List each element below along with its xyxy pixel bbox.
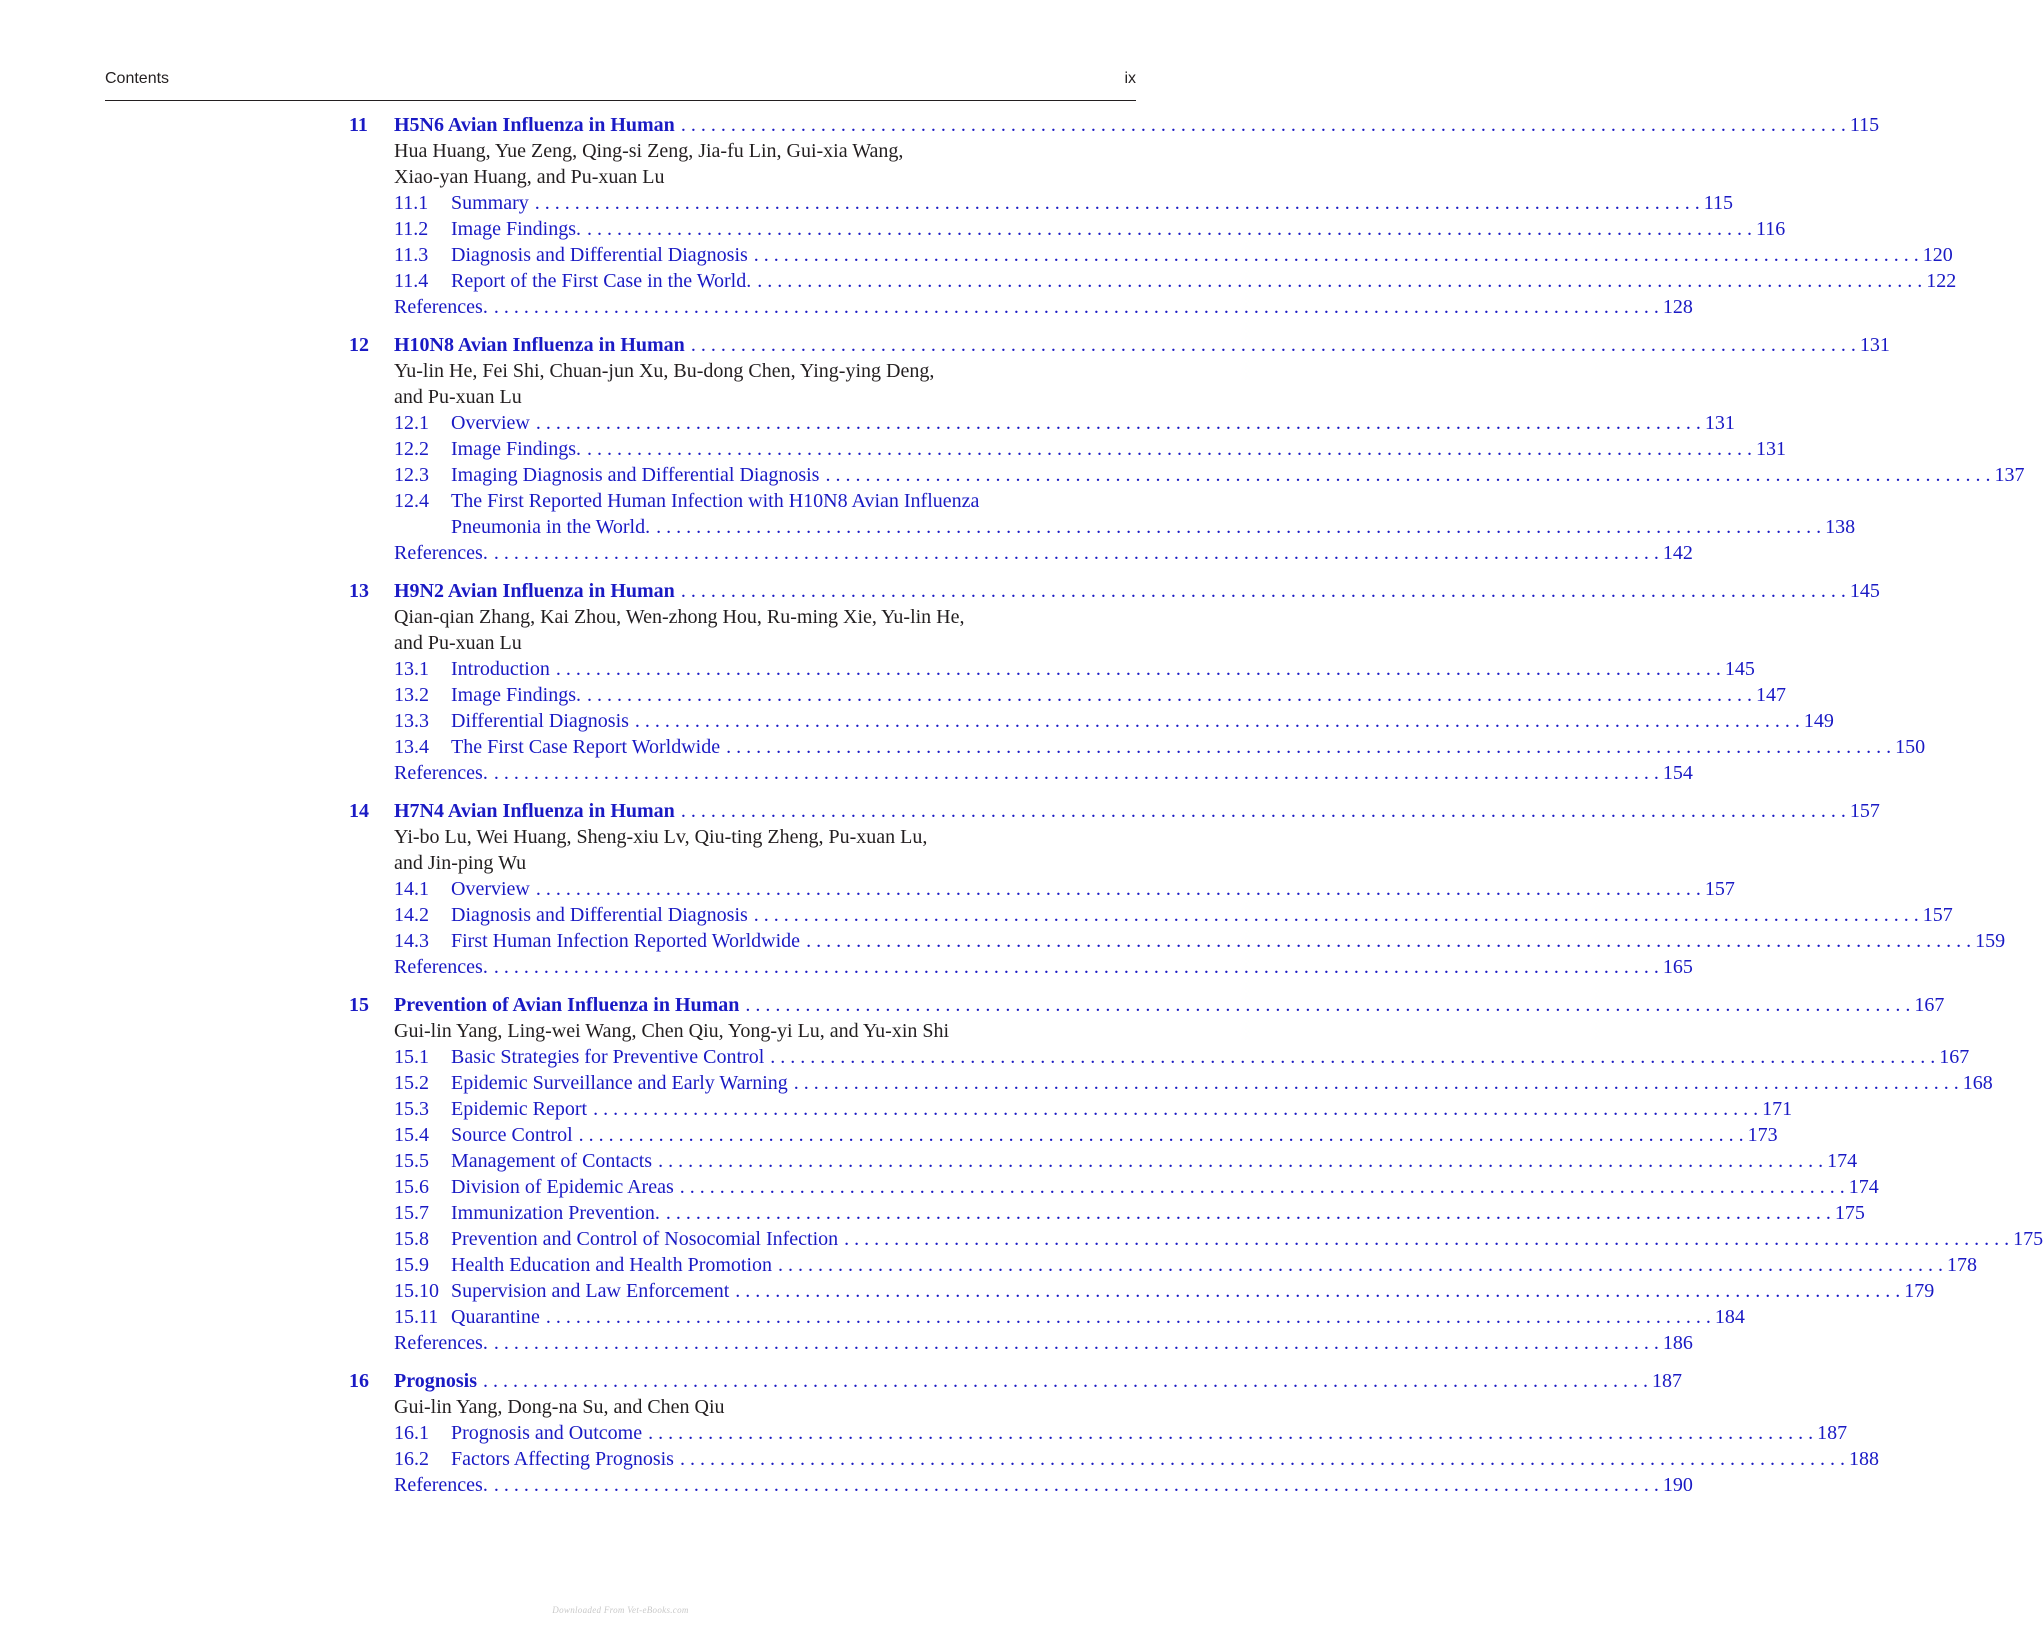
running-head-title: Contents (105, 70, 170, 87)
chapter-number: 11 (349, 114, 368, 136)
dot-leader (587, 216, 1752, 242)
section-title: Imaging Diagnosis and Differential Diagnosis (451, 464, 820, 486)
section-page-number: 173 (1747, 1124, 1778, 1146)
section-title: Pneumonia in the World. (451, 516, 651, 538)
chapter-page-number: 167 (1914, 994, 1945, 1016)
dot-leader (691, 332, 1856, 358)
section-page-number: 179 (1904, 1280, 1935, 1302)
section-page-number: 178 (1947, 1254, 1978, 1276)
dot-leader (745, 992, 1910, 1018)
references-link[interactable] (394, 954, 1693, 980)
section-number: 14.3 (394, 930, 429, 952)
section-link[interactable] (394, 410, 1735, 436)
section-title: Diagnosis and Differential Diagnosis (451, 904, 748, 926)
section-page-number: 122 (1926, 270, 1957, 292)
section-number: 13.1 (394, 658, 429, 680)
section-link[interactable] (394, 1174, 1879, 1200)
chapter-entry (349, 992, 2043, 1356)
section-page-number: 157 (1704, 878, 1735, 900)
section-title: First Human Infection Reported Worldwide (451, 930, 801, 952)
chapter-title-row (394, 578, 1880, 604)
dot-leader (494, 760, 1659, 786)
chapter-title-row (394, 1368, 1682, 1394)
section-page-number: 187 (1817, 1422, 1848, 1444)
section-title-row (451, 902, 1953, 928)
chapter-heading-link[interactable] (349, 578, 1880, 604)
dot-leader (666, 1200, 1831, 1226)
section-number: 11.3 (394, 244, 429, 266)
section-number: 15.1 (394, 1046, 429, 1068)
section-number: 13.2 (394, 684, 429, 706)
dot-leader (546, 1304, 1711, 1330)
chapter-page-number: 157 (1849, 800, 1880, 822)
section-title: Management of Contacts (451, 1150, 653, 1172)
section-title-row (451, 216, 1785, 242)
dot-leader (579, 1122, 1744, 1148)
section-link[interactable] (394, 1420, 1848, 1446)
section-title-row (451, 462, 2024, 488)
section-number: 11.4 (394, 270, 429, 292)
dot-leader (806, 928, 1971, 954)
section-page-number: 147 (1756, 684, 1786, 706)
section-link[interactable] (394, 436, 1786, 462)
section-title-row (451, 1278, 1934, 1304)
section-link[interactable] (394, 682, 1786, 708)
chapter-authors: Gui-lin Yang, Dong-na Su, and Chen Qiu (394, 1396, 725, 1418)
section-title-row (451, 1174, 1879, 1200)
references-label: References. (394, 1332, 488, 1354)
section-title: Image Findings. (451, 218, 581, 240)
chapter-title: H10N8 Avian Influenza in Human (394, 334, 685, 356)
section-title-line1: The First Reported Human Infection with H10N8 Avian Influenza (451, 490, 980, 512)
section-link[interactable] (394, 1122, 1778, 1148)
references-page-number: 154 (1662, 762, 1693, 784)
section-title: Image Findings. (451, 438, 581, 460)
chapter-authors: and Pu-xuan Lu (394, 632, 522, 654)
references-label: References. (394, 956, 488, 978)
section-link[interactable] (394, 242, 1953, 268)
section-title-row (451, 1096, 1792, 1122)
references-link[interactable] (394, 540, 1693, 566)
chapter-number: 14 (349, 800, 369, 822)
section-title-row (451, 268, 1956, 294)
section-page-number: 167 (1939, 1046, 1970, 1068)
references-page-number: 190 (1662, 1474, 1693, 1496)
dot-leader (494, 954, 1659, 980)
section-link[interactable] (394, 190, 1734, 216)
section-title-row (451, 1122, 1778, 1148)
section-page-number: 150 (1895, 736, 1926, 758)
chapter-authors: Qian-qian Zhang, Kai Zhou, Wen-zhong Hou, Ru-ming Xie, Yu-lin He, (394, 606, 965, 628)
section-page-number: 131 (1704, 412, 1735, 434)
dot-leader (680, 1446, 1845, 1472)
dot-leader (681, 112, 1846, 138)
chapter-page-number: 187 (1651, 1370, 1682, 1392)
section-title: Epidemic Report (451, 1098, 588, 1120)
section-title-row (451, 656, 1755, 682)
section-page-number: 120 (1922, 244, 1953, 266)
chapter-page-number: 145 (1849, 580, 1880, 602)
dot-leader (754, 902, 1919, 928)
section-link[interactable] (394, 1278, 1935, 1304)
section-number: 16.1 (394, 1422, 429, 1444)
dot-leader (825, 462, 1990, 488)
section-title-row (451, 708, 1834, 734)
section-title: Introduction (451, 658, 550, 680)
section-title: Division of Epidemic Areas (451, 1176, 674, 1198)
section-number: 14.2 (394, 904, 429, 926)
chapter-number: 15 (349, 994, 369, 1016)
section-title-row (451, 1200, 1865, 1226)
section-page-number: 174 (1848, 1176, 1879, 1198)
section-number: 12.2 (394, 438, 429, 460)
dot-leader (680, 1174, 1845, 1200)
section-page-number: 171 (1762, 1098, 1793, 1120)
section-title-row (451, 876, 1735, 902)
section-page-number: 174 (1827, 1150, 1858, 1172)
section-page-number: 159 (1975, 930, 2006, 952)
section-link[interactable] (394, 1096, 1793, 1122)
section-number: 12.3 (394, 464, 429, 486)
section-page-number: 138 (1825, 516, 1856, 538)
section-number: 15.4 (394, 1124, 429, 1146)
page-number: ix (1124, 70, 1136, 87)
section-title: Prognosis and Outcome (451, 1422, 643, 1444)
section-title: Image Findings. (451, 684, 581, 706)
chapter-authors: Yu-lin He, Fei Shi, Chuan-jun Xu, Bu-dong Chen, Ying-ying Deng, (394, 360, 935, 382)
dot-leader (681, 578, 1846, 604)
dot-leader (535, 190, 1700, 216)
footer-watermark: Downloaded From Vet-eBooks.com (552, 1605, 689, 1615)
section-number: 14.1 (394, 878, 429, 900)
chapter-title: H9N2 Avian Influenza in Human (394, 580, 675, 602)
dot-leader (778, 1252, 1943, 1278)
section-link[interactable] (394, 928, 2006, 954)
chapter-page-number: 131 (1859, 334, 1890, 356)
chapter-entry (349, 1368, 1879, 1498)
chapter-entry (349, 578, 1926, 786)
section-number: 15.3 (394, 1098, 429, 1120)
section-number: 15.2 (394, 1072, 429, 1094)
dot-leader (754, 242, 1919, 268)
section-title-row (451, 1252, 1977, 1278)
references-link[interactable] (394, 1330, 1693, 1356)
section-link[interactable] (394, 216, 1786, 242)
dot-leader (635, 708, 1800, 734)
chapter-authors: Xiao-yan Huang, and Pu-xuan Lu (394, 166, 665, 188)
section-link[interactable] (394, 1226, 2043, 1252)
section-title-row (451, 410, 1735, 436)
chapter-heading-link[interactable] (349, 992, 1945, 1018)
section-number: 11.2 (394, 218, 429, 240)
section-title: The First Case Report Worldwide (451, 736, 721, 758)
section-title-row (451, 190, 1733, 216)
section-title: Overview (451, 412, 530, 434)
section-title: Source Control (451, 1124, 573, 1146)
chapter-entry (349, 798, 2006, 980)
chapter-title: Prognosis (394, 1370, 477, 1392)
section-link[interactable] (394, 1304, 1745, 1330)
references-page-number: 142 (1662, 542, 1693, 564)
running-head (105, 70, 1136, 88)
section-link[interactable] (394, 656, 1755, 682)
section-title: Summary (451, 192, 529, 214)
section-page-number: 184 (1714, 1306, 1745, 1328)
chapter-entry (349, 112, 1957, 320)
section-number: 13.3 (394, 710, 429, 732)
section-title-row (451, 928, 2005, 954)
section-page-number: 131 (1756, 438, 1786, 460)
section-link[interactable] (394, 876, 1735, 902)
section-number: 12.4 (394, 490, 429, 512)
section-title-row (451, 1304, 1745, 1330)
section-title-row (451, 682, 1786, 708)
references-page-number: 186 (1662, 1332, 1693, 1354)
references-link[interactable] (394, 760, 1693, 786)
section-page-number: 175 (1834, 1202, 1865, 1224)
chapter-authors: and Pu-xuan Lu (394, 386, 522, 408)
section-number: 16.2 (394, 1448, 429, 1470)
section-link[interactable] (394, 734, 1926, 760)
dot-leader (757, 268, 1922, 294)
chapter-authors: Gui-lin Yang, Ling-wei Wang, Chen Qiu, Yong-yi Lu, and Yu-xin Shi (394, 1020, 950, 1042)
dot-leader (648, 1420, 1813, 1446)
section-number: 13.4 (394, 736, 429, 758)
dot-leader (483, 1368, 1648, 1394)
section-title: Factors Affecting Prognosis (451, 1448, 674, 1470)
dot-leader (536, 876, 1701, 902)
section-page-number: 157 (1922, 904, 1953, 926)
dot-leader (494, 540, 1659, 566)
chapter-authors: Hua Huang, Yue Zeng, Qing-si Zeng, Jia-fu Lin, Gui-xia Wang, (394, 140, 904, 162)
section-link[interactable] (394, 708, 1834, 734)
section-number: 15.8 (394, 1228, 429, 1250)
section-title: Diagnosis and Differential Diagnosis (451, 244, 748, 266)
section-link[interactable] (394, 1070, 1993, 1096)
dot-leader (536, 410, 1701, 436)
section-number: 12.1 (394, 412, 429, 434)
section-number: 15.9 (394, 1254, 429, 1276)
dot-leader (587, 682, 1752, 708)
section-title: Immunization Prevention. (451, 1202, 660, 1224)
section-title-row (451, 242, 1953, 268)
section-title: Epidemic Surveillance and Early Warning (451, 1072, 788, 1094)
section-number: 15.5 (394, 1150, 429, 1172)
chapter-heading-link[interactable] (349, 798, 1880, 824)
section-title-row (451, 1044, 1969, 1070)
section-title-block (451, 488, 1855, 540)
dot-leader (770, 1044, 1935, 1070)
section-title-row (451, 1226, 2043, 1252)
dot-leader (656, 514, 1821, 540)
section-link[interactable] (394, 1200, 1865, 1226)
section-title: Report of the First Case in the World. (451, 270, 752, 292)
chapter-heading-link[interactable] (349, 112, 1880, 138)
references-label: References. (394, 762, 488, 784)
references-page-number: 128 (1662, 296, 1693, 318)
chapter-number: 12 (349, 334, 369, 356)
dot-leader (556, 656, 1721, 682)
references-link[interactable] (394, 1472, 1693, 1498)
section-title: Overview (451, 878, 530, 900)
section-page-number: 188 (1848, 1448, 1879, 1470)
dot-leader (494, 1330, 1659, 1356)
section-link[interactable] (394, 1252, 1978, 1278)
section-number: 15.10 (394, 1280, 439, 1302)
chapter-entry (349, 332, 2025, 566)
chapter-title-row (394, 798, 1880, 824)
section-title-row (451, 1420, 1847, 1446)
section-title-row (451, 1446, 1879, 1472)
section-title: Basic Strategies for Preventive Control (451, 1046, 765, 1068)
section-link[interactable] (394, 1044, 1970, 1070)
section-title-row (451, 1148, 1857, 1174)
dot-leader (844, 1226, 2009, 1252)
section-title: Prevention and Control of Nosocomial Infection (451, 1228, 839, 1250)
chapter-page-number: 115 (1849, 114, 1880, 136)
dot-leader (794, 1070, 1959, 1096)
section-link[interactable] (394, 902, 1953, 928)
section-title: Differential Diagnosis (451, 710, 629, 732)
references-label: References. (394, 296, 488, 318)
section-number: 15.7 (394, 1202, 429, 1224)
section-link[interactable] (394, 268, 1957, 294)
section-number: 15.11 (394, 1306, 439, 1328)
section-title: Health Education and Health Promotion (451, 1254, 773, 1276)
section-title: Supervision and Law Enforcement (451, 1280, 730, 1302)
references-label: References. (394, 542, 488, 564)
chapter-heading-link[interactable] (349, 1368, 1682, 1394)
dot-leader (494, 294, 1659, 320)
chapter-title: H5N6 Avian Influenza in Human (394, 114, 675, 136)
section-title: Quarantine (451, 1306, 540, 1328)
header-rule (105, 100, 1136, 101)
section-page-number: 168 (1962, 1072, 1993, 1094)
section-page-number: 145 (1724, 658, 1755, 680)
chapter-authors: and Jin-ping Wu (394, 852, 527, 874)
section-page-number: 137 (1994, 464, 2025, 486)
section-number: 11.1 (394, 192, 429, 214)
references-link[interactable] (394, 294, 1693, 320)
dot-leader (658, 1148, 1823, 1174)
chapter-number: 13 (349, 580, 369, 602)
dot-leader (587, 436, 1752, 462)
section-page-number: 175 (2013, 1228, 2043, 1250)
section-link[interactable] (394, 1148, 1858, 1174)
section-page-number: 149 (1803, 710, 1834, 732)
section-page-number: 115 (1703, 192, 1734, 214)
dot-leader (681, 798, 1846, 824)
dot-leader (593, 1096, 1758, 1122)
chapter-number: 16 (349, 1370, 369, 1392)
dot-leader (735, 1278, 1900, 1304)
section-link[interactable] (394, 1446, 1879, 1472)
chapter-authors: Yi-bo Lu, Wei Huang, Sheng-xiu Lv, Qiu-ting Zheng, Pu-xuan Lu, (394, 826, 928, 848)
dot-leader (494, 1472, 1659, 1498)
chapter-title-row (394, 992, 1944, 1018)
chapter-title-row (394, 112, 1879, 138)
references-page-number: 165 (1662, 956, 1693, 978)
section-link[interactable] (394, 488, 1856, 540)
section-link[interactable] (394, 462, 2025, 488)
chapter-title-row (394, 332, 1890, 358)
table-of-contents (349, 112, 2043, 1510)
section-title-line2-row (451, 514, 1855, 540)
references-label: References. (394, 1474, 488, 1496)
section-title-row (451, 1070, 1993, 1096)
section-title-row (451, 734, 1925, 760)
dot-leader (726, 734, 1891, 760)
section-page-number: 116 (1756, 218, 1786, 240)
chapter-title: H7N4 Avian Influenza in Human (394, 800, 675, 822)
chapter-title: Prevention of Avian Influenza in Human (394, 994, 740, 1016)
chapter-heading-link[interactable] (349, 332, 1890, 358)
section-number: 15.6 (394, 1176, 429, 1198)
section-title-row (451, 436, 1786, 462)
